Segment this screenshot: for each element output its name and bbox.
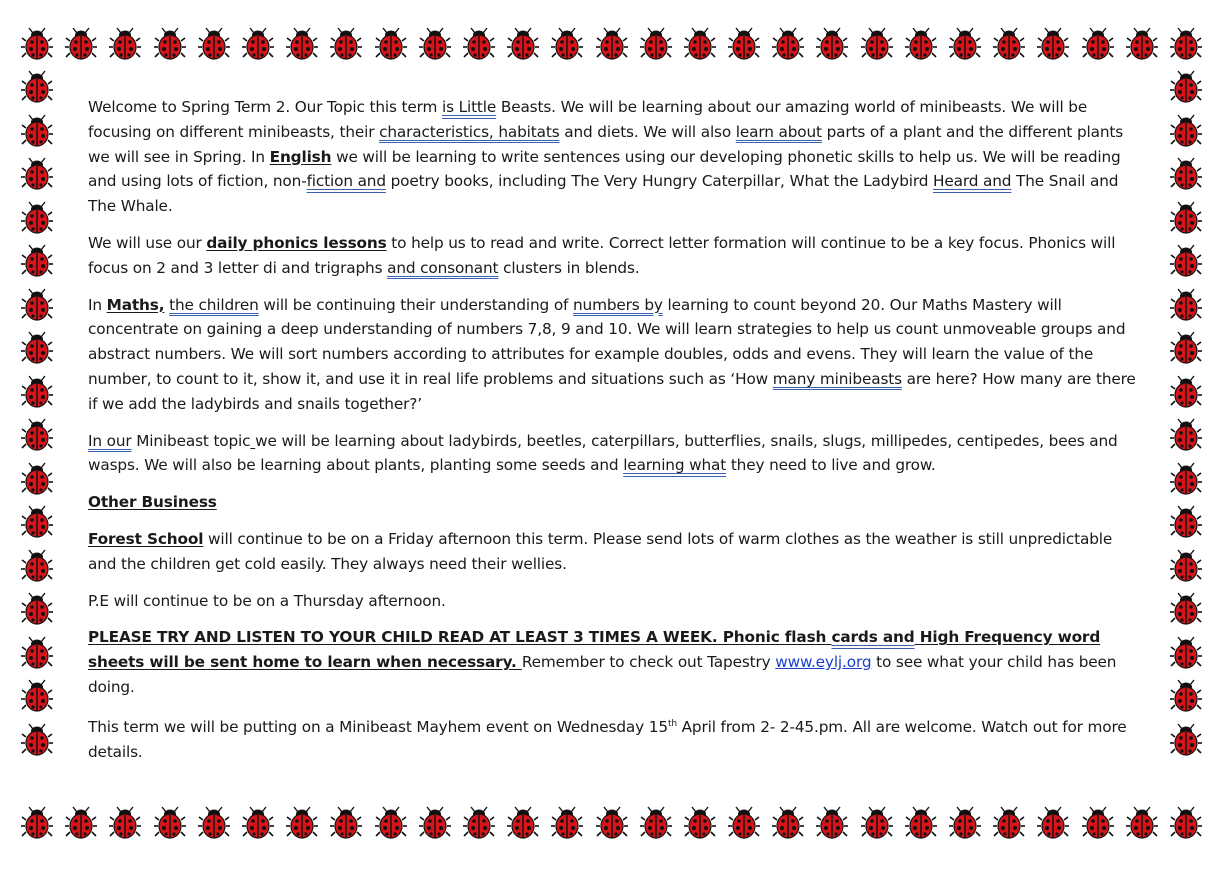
ladybird-icon xyxy=(684,27,716,61)
paragraph-event: This term we will be putting on a Minibeast Mayhem event on Wednesday 15th April from 2- 2-45.pm. All are welcome. Watch out for more details. xyxy=(88,717,1127,761)
tapestry-link[interactable]: www.eylj.org xyxy=(775,653,872,672)
ladybird-icon xyxy=(1082,27,1114,61)
ladybird-icon xyxy=(1170,375,1202,409)
ladybird-icon xyxy=(1126,27,1158,61)
ladybird-icon xyxy=(728,806,760,840)
ladybird-icon xyxy=(1170,723,1202,757)
ladybird-icon xyxy=(21,723,53,757)
ladybird-icon xyxy=(242,806,274,840)
paragraph-topic: Welcome to Spring Term 2. Our Topic this term is Little Beasts. We will be learning about our amazing world of minibeasts. We will be focusing on different minibeasts, their characteristics, habitats and diets. We will also learn about parts of a plant and the different plants we will see in Spring. In English we will be learning to write sentences using our developing phonetic skills to help us. We will be reading and using lots of fiction, non-fiction and poetry books, including The Very Hungry Caterpillar, What the Ladybird Heard and The Snail and The Whale. xyxy=(88,98,1124,216)
ladybird-icon xyxy=(949,806,981,840)
ladybird-icon xyxy=(1170,462,1202,496)
ladybird-icon xyxy=(1170,70,1202,104)
ladybird-icon xyxy=(286,806,318,840)
ladybird-icon xyxy=(507,27,539,61)
ladybird-icon xyxy=(21,157,53,191)
ladybird-icon xyxy=(772,27,804,61)
paragraph-forest-school: Forest School will continue to be on a Friday afternoon this term. Please send lots of warm clothes as the weather is still unpredictable and the children get cold easily. They always need their wellies. xyxy=(88,529,1113,573)
ladybird-icon xyxy=(21,331,53,365)
ladybird-icon xyxy=(1170,114,1202,148)
paragraph-minibeast-topic: In our Minibeast topic we will be learning about ladybirds, beetles, caterpillars, butterflies, snails, slugs, millipedes, centipedes, bees and wasps. We will also be learning about plants, planting some seeds and learning what they need to live and grow. xyxy=(88,431,1118,475)
heading-other-business: Other Business xyxy=(88,493,217,512)
ladybird-icon xyxy=(1170,806,1202,840)
ladybird-icon xyxy=(1170,418,1202,452)
ladybird-icon xyxy=(1170,331,1202,365)
ladybird-icon xyxy=(21,70,53,104)
paragraph-phonics: We will use our daily phonics lessons to help us to read and write. Correct letter formation will continue to be a key focus. Phonics will focus on 2 and 3 letter di and trigraphs and consonant clusters in blends. xyxy=(88,233,1116,277)
ladybird-icon xyxy=(21,27,53,61)
ladybird-icon xyxy=(816,27,848,61)
paragraph-reading: PLEASE TRY AND LISTEN TO YOUR CHILD READ AT LEAST 3 TIMES A WEEK. Phonic flash cards and High Frequency word sheets will be sent home to learn when necessary. Remember to check out Tapestry www.eylj.org to see what your child has been doing. xyxy=(88,628,1117,696)
ladybird-icon xyxy=(198,806,230,840)
ladybird-icon xyxy=(21,288,53,322)
ladybird-icon xyxy=(21,418,53,452)
ladybird-icon xyxy=(154,806,186,840)
ladybird-icon xyxy=(1170,201,1202,235)
ladybird-icon xyxy=(551,27,583,61)
ladybird-icon xyxy=(109,806,141,840)
ladybird-icon xyxy=(861,27,893,61)
ladybird-icon xyxy=(21,806,53,840)
ladybird-icon xyxy=(949,27,981,61)
ladybird-icon xyxy=(1170,288,1202,322)
ladybird-icon xyxy=(1082,806,1114,840)
ladybird-icon xyxy=(21,244,53,278)
ladybird-icon xyxy=(1170,505,1202,539)
ladybird-icon xyxy=(596,27,628,61)
paragraph-maths: In Maths, the children will be continuing their understanding of numbers by learning to count beyond 20. Our Maths Mastery will concentrate on gaining a deep understanding of numbers 7,8, 9 and 10. We will learn strategies to help us count unmoveable groups and abstract numbers. We will sort numbers according to attributes for example doubles, odds and evens. They will learn the value of the number, to count to it, show it, and use it in real life problems and situations such as ‘How many minibeasts are here? How many are there if we add the ladybirds and snails together?’ xyxy=(88,295,1136,413)
ladybird-icon xyxy=(109,27,141,61)
ladybird-icon xyxy=(905,27,937,61)
paragraph-pe: P.E will continue to be on a Thursday afternoon. xyxy=(88,591,446,610)
ladybird-icon xyxy=(21,375,53,409)
ladybird-icon xyxy=(65,27,97,61)
ladybird-icon xyxy=(21,505,53,539)
ladybird-icon xyxy=(330,806,362,840)
ladybird-icon xyxy=(21,114,53,148)
ladybird-icon xyxy=(551,806,583,840)
ladybird-icon xyxy=(154,27,186,61)
newsletter-body xyxy=(88,95,1140,776)
ladybird-icon xyxy=(21,549,53,583)
ladybird-icon xyxy=(21,462,53,496)
ladybird-icon xyxy=(993,27,1025,61)
ladybird-icon xyxy=(419,27,451,61)
ladybird-icon xyxy=(993,806,1025,840)
ladybird-icon xyxy=(507,806,539,840)
ladybird-icon xyxy=(198,27,230,61)
ladybird-icon xyxy=(1037,806,1069,840)
ladybird-icon xyxy=(1170,27,1202,61)
ladybird-icon xyxy=(463,806,495,840)
ladybird-icon xyxy=(1170,636,1202,670)
ladybird-icon xyxy=(463,27,495,61)
ladybird-icon xyxy=(640,27,672,61)
ladybird-icon xyxy=(640,806,672,840)
ladybird-icon xyxy=(1037,27,1069,61)
ladybird-icon xyxy=(861,806,893,840)
ladybird-icon xyxy=(684,806,716,840)
ladybird-icon xyxy=(596,806,628,840)
ladybird-icon xyxy=(905,806,937,840)
ladybird-icon xyxy=(772,806,804,840)
ladybird-icon xyxy=(375,27,407,61)
ladybird-icon xyxy=(21,592,53,626)
ladybird-icon xyxy=(65,806,97,840)
ladybird-icon xyxy=(242,27,274,61)
ladybird-icon xyxy=(419,806,451,840)
ladybird-icon xyxy=(1170,244,1202,278)
ladybird-icon xyxy=(21,679,53,713)
ladybird-icon xyxy=(21,636,53,670)
ladybird-icon xyxy=(1126,806,1158,840)
ladybird-icon xyxy=(1170,679,1202,713)
ladybird-icon xyxy=(1170,592,1202,626)
ladybird-icon xyxy=(375,806,407,840)
ladybird-icon xyxy=(1170,549,1202,583)
ladybird-icon xyxy=(21,201,53,235)
ladybird-icon xyxy=(330,27,362,61)
ladybird-icon xyxy=(1170,157,1202,191)
ladybird-icon xyxy=(816,806,848,840)
ladybird-icon xyxy=(728,27,760,61)
ladybird-icon xyxy=(286,27,318,61)
